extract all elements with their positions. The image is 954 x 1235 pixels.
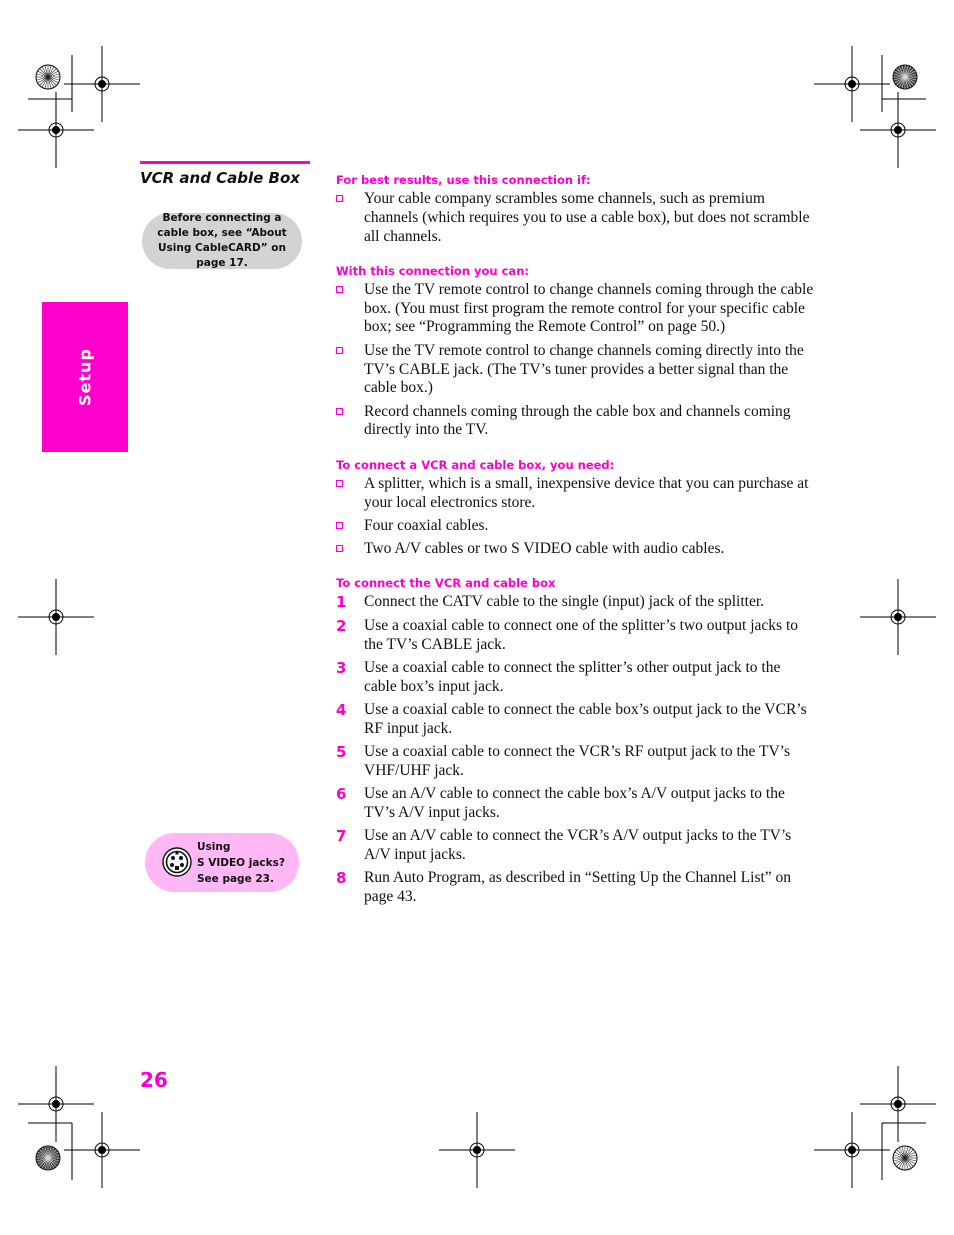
you-need-list (336, 475, 816, 559)
cablecard-margin-note (142, 213, 302, 269)
star-target-icon (36, 1146, 60, 1170)
step-item (336, 827, 816, 865)
list-item-text: Four coaxial cables. (364, 516, 489, 534)
step-text: Use a coaxial cable to connect one of the splitter’s two output jacks to the TV’s CABLE jack. (364, 616, 799, 653)
star-target-icon (36, 65, 60, 89)
registration-target-icon (64, 46, 140, 122)
step-item (336, 617, 816, 655)
main-column (336, 172, 816, 911)
registration-target-icon (439, 1112, 515, 1188)
step-item (336, 593, 816, 612)
section-title-rule (140, 161, 310, 164)
step-number: 8 (336, 869, 347, 888)
registration-target-icon (860, 92, 936, 168)
you-can-list (336, 281, 816, 440)
step-number: 7 (336, 827, 347, 846)
list-item (336, 342, 816, 398)
step-number: 5 (336, 743, 347, 762)
page-number: 26 (140, 1068, 168, 1092)
checkbox-bullet-icon (336, 286, 343, 293)
svideo-note-line: S VIDEO jacks? (197, 857, 285, 869)
list-item-text: Use the TV remote control to change channels coming directly into the TV’s CABLE jack. (The TV’s tuner provides a better signal than the cable box.) (364, 341, 804, 397)
list-item (336, 403, 816, 441)
step-item (336, 659, 816, 697)
svideo-margin-note (145, 833, 299, 892)
setup-tab-label: Setup (75, 348, 95, 406)
checkbox-bullet-icon (336, 522, 343, 529)
registration-target-icon (18, 92, 94, 168)
list-item (336, 517, 816, 536)
checkbox-bullet-icon (336, 480, 343, 487)
svideo-note-line: Using (197, 841, 231, 853)
step-number: 6 (336, 785, 347, 804)
step-text: Use a coaxial cable to connect the cable box’s output jack to the VCR’s RF input jack. (364, 700, 807, 737)
list-item-text: Two A/V cables or two S VIDEO cable with audio cables. (364, 540, 725, 558)
registration-target-icon (18, 579, 94, 655)
step-text: Run Auto Program, as described in “Setting Up the Channel List” on page 43. (364, 869, 792, 906)
checkbox-bullet-icon (336, 408, 343, 415)
checkbox-bullet-icon (336, 545, 343, 552)
step-number: 4 (336, 700, 347, 719)
svideo-note-text (197, 839, 285, 887)
section-title: VCR and Cable Box (140, 169, 300, 187)
steps-heading: To connect the VCR and cable box (336, 576, 556, 591)
list-item-text: A splitter, which is a small, inexpensive device that you can purchase at your local electronics store. (364, 474, 809, 511)
steps-list (336, 593, 816, 906)
list-item-text: Record channels coming through the cable box and channels coming directly into the TV. (364, 402, 791, 439)
checkbox-bullet-icon (336, 195, 343, 202)
step-text: Use an A/V cable to connect the cable box’s A/V output jacks to the TV’s A/V input jacks. (364, 785, 785, 821)
list-item (336, 281, 816, 337)
star-target-icon (893, 1146, 917, 1170)
registration-target-icon (18, 1066, 94, 1142)
you-need-heading: To connect a VCR and cable box, you need: (336, 457, 615, 472)
step-item (336, 743, 816, 781)
you-can-heading: With this connection you can: (336, 263, 529, 278)
registration-target-icon (860, 1066, 936, 1142)
list-item-text: Use the TV remote control to change channels coming through the cable box. (You must first program the remote control for your specific cable box; see “Programming the Remote Control” on page 50.) (364, 280, 814, 336)
svideo-note-line: See page 23. (197, 873, 274, 885)
step-text: Use a coaxial cable to connect the splitter’s other output jack to the cable box’s input jack. (364, 658, 781, 695)
registration-target-icon (64, 1112, 140, 1188)
step-item (336, 701, 816, 739)
step-text: Use an A/V cable to connect the VCR’s A/V output jacks to the TV’s A/V input jacks. (364, 827, 792, 864)
registration-target-icon (814, 46, 890, 122)
star-target-icon (893, 65, 917, 89)
registration-target-icon (860, 579, 936, 655)
step-number: 2 (336, 616, 347, 635)
checkbox-bullet-icon (336, 347, 343, 354)
registration-target-icon (814, 1112, 890, 1188)
step-text: Connect the CATV cable to the single (input) jack of the splitter. (364, 593, 765, 611)
best-results-heading: For best results, use this connection if: (336, 173, 591, 187)
list-item (336, 190, 816, 246)
s-video-jack-icon (161, 846, 193, 878)
setup-section-tab (42, 302, 128, 452)
step-number: 1 (336, 593, 347, 612)
step-number: 3 (336, 658, 347, 677)
list-item-text: Your cable company scrambles some channels, such as premium channels (which requires you to use a cable box), but does not scramble all channels. (364, 190, 810, 245)
step-item (336, 869, 816, 907)
list-item (336, 540, 816, 559)
best-results-list (336, 190, 816, 246)
cablecard-note-text: Before connecting a cable box, see “About Using CableCARD” on page 17. (157, 212, 287, 269)
step-text: Use a coaxial cable to connect the VCR’s RF output jack to the TV’s VHF/UHF jack. (364, 743, 791, 779)
list-item (336, 475, 816, 513)
step-item (336, 785, 816, 823)
